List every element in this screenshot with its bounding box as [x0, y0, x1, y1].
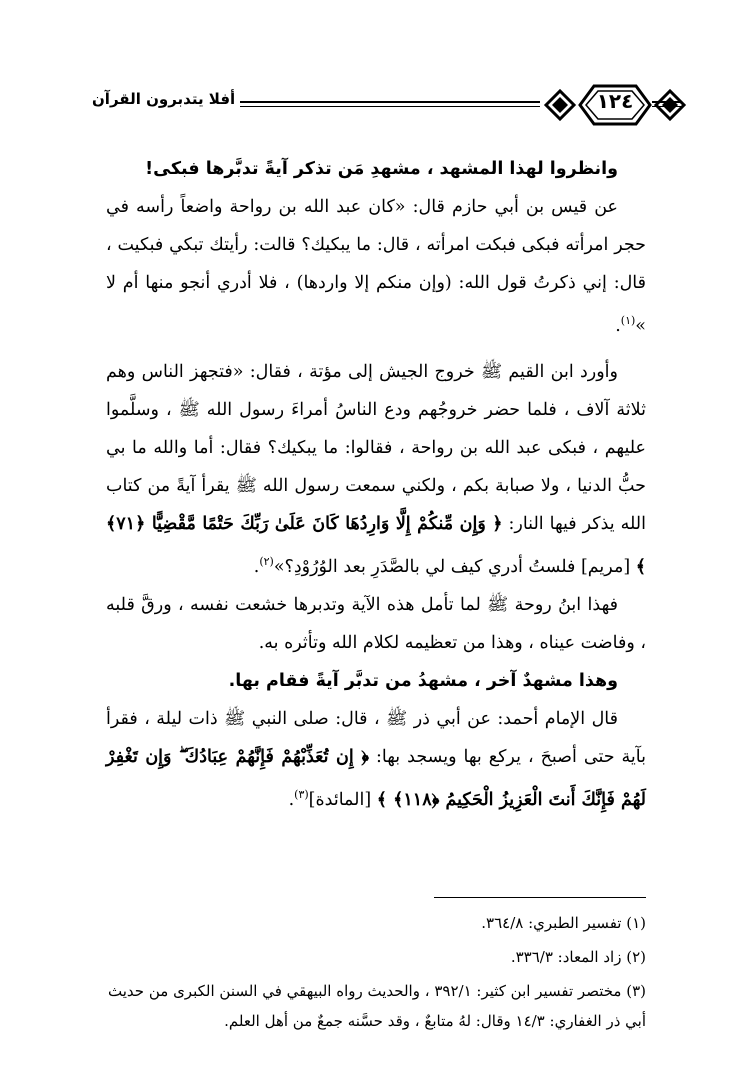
quran-verse-maryam: ﴿ وَإِن مِّنكُمْ إِلَّا وَارِدُهَا كَانَ عَلَىٰ رَبِّكَ حَتْمًا مَّقْضِيًّا ﴿٧١﴾ ﴾ [106, 513, 646, 577]
header-rule-left-2 [240, 106, 540, 107]
heading-scene-2: وهذا مشهدٌ آخر ، مشهدُ من تدبَّر آيةً فقام بها. [228, 670, 618, 691]
footnotes [106, 908, 646, 1036]
punctuation: . [615, 315, 621, 336]
heading-scene-1: وانظروا لهذا المشهد ، مشهدِ مَن تذكر آيةً تدبَّرها فبكى! [145, 159, 618, 179]
book-title: أفلا يتدبرون القرآن [92, 90, 236, 108]
footnote-ref-1: (١) [620, 314, 636, 327]
paragraph-reflection: فهذا ابنُ روحة ﷺ لما تأمل هذه الآية وتدبرها خشعت نفسه ، ورقَّ قلبه ، وفاضت عيناه ، وهذا من تعظيمه لكلام الله وتأثره به. [106, 594, 646, 653]
main-text [106, 150, 646, 818]
punctuation: . [253, 556, 260, 577]
page-number: ١٢٤ [596, 89, 634, 113]
footnote-ref-3: (٣) [294, 787, 309, 801]
running-header [92, 80, 682, 130]
paragraph-mutah [106, 353, 646, 586]
surah-reference: [المائدة] [308, 789, 372, 810]
punctuation: . [288, 789, 295, 810]
footnote-ref-2: (٢) [259, 554, 274, 568]
paragraph-ibn-rawaha [106, 188, 646, 345]
paragraph-abu-dhar [106, 700, 646, 819]
footnote-1: (١) تفسير الطبري: ٣٦٤/٨. [481, 914, 646, 932]
paragraph-text: وأورد ابن القيم ﷺ خروج الجيش إلى مؤتة ، فقال: «فتجهز الناس وهم ثلاثة آلاف ، فلما حضر خروجُهم ودع الناسُ أمراءَ رسول الله ﷺ ، وسلَّموا عليهم ، فبكى عبد الله بن رواحة ، فقالوا: ما يبكيك؟ فقال: أما والله ما بي حبُّ الدنيا ، ولا صبابة بكم ، ولكني سمعت رسول الله ﷺ يقرأ آيةً من كتاب الله يذكر فيها النار: [106, 361, 646, 534]
header-rule-left [240, 101, 540, 103]
footnote-3: (٣) مختصر تفسير ابن كثير: ٣٩٢/١ ، والحديث رواه البيهقي في السنن الكبرى من حديث أبي ذر الغفاري: ١٤/٣ وقال: لهُ متابعٌ ، وقد حسَّنه جمعٌ من أهل العلم. [108, 982, 646, 1030]
footnote-2: (٢) زاد المعاد: ٣٣٦/٣. [510, 948, 646, 966]
paragraph-text: عن قيس بن أبي حازم قال: «كان عبد الله بن رواحة واضعاً رأسه في حجر امرأته فبكى فبكت امرأته ، قال: ما يبكيك؟ قالت: رأيتك تبكي فبكيت ، قال: إني ذكرتُ قول الله: (وإن منكم إلا واردها) ، فلا أدري أنجو منها أم لا » [106, 197, 646, 336]
paragraph-text-continued: [مريم] فلستُ أدري كيف لي بالصَّدَرِ بعد الوُرُوْدِ؟» [273, 556, 631, 577]
quran-verse-maidah: ﴿ إِن تُعَذِّبْهُمْ فَإِنَّهُمْ عِبَادُكَ ۖ وَإِن تَغْفِرْ لَهُمْ فَإِنَّكَ أَنتَ الْعَزِيزُ الْحَكِيمُ ﴿١١٨﴾ ﴾ [106, 746, 646, 810]
footnote-separator [434, 897, 646, 898]
paragraph-text: قال الإمام أحمد: عن أبي ذر ﷺ ، قال: صلى النبي ﷺ ذات ليلة ، فقرأ بآية حتى أصبحَ ، يركع بها ويسجد بها: [106, 708, 646, 767]
